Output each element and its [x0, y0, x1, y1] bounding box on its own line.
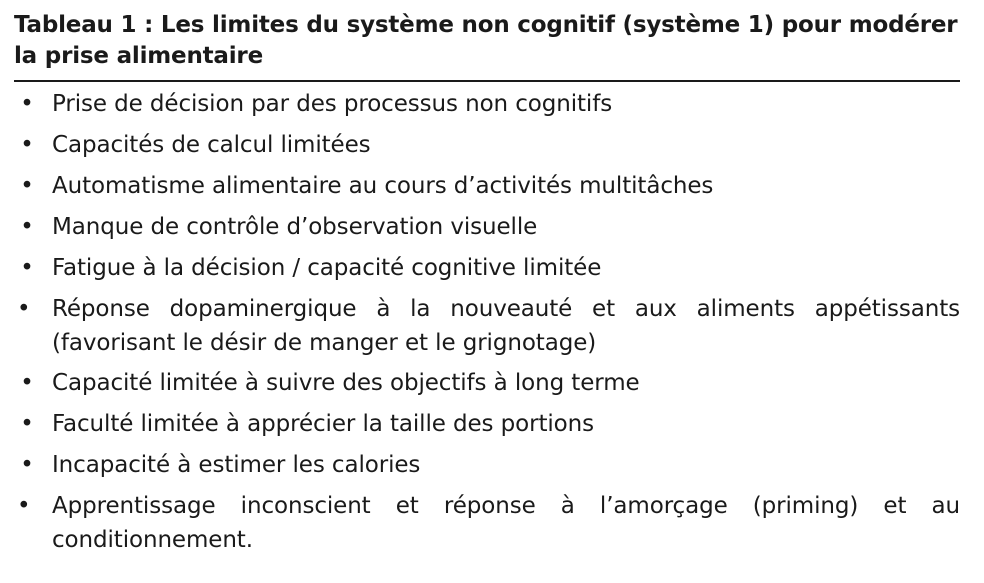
- bullet-icon: •: [20, 411, 34, 437]
- list-item-text: Fatigue à la décision / capacité cognitive limitée: [52, 255, 602, 281]
- limitations-list: [14, 87, 960, 557]
- list-item-text: Manque de contrôle d’observation visuelle: [52, 214, 538, 240]
- table-box: [14, 10, 960, 563]
- list-item: [14, 407, 960, 442]
- table-title: Tableau 1 : Les limites du système non cognitif (système 1) pour modérer la prise alimentaire: [14, 12, 958, 69]
- bullet-icon: •: [17, 296, 31, 322]
- list-item-text: Réponse dopaminergique à la nouveauté et aux aliments appétissants (favorisant le désir de manger et le grignotage): [52, 296, 960, 356]
- bullet-icon: •: [20, 214, 34, 240]
- bullet-icon: •: [20, 91, 34, 117]
- list-item: [14, 292, 960, 360]
- list-item: [14, 448, 960, 483]
- list-item-text: Faculté limitée à apprécier la taille des portions: [52, 411, 595, 437]
- bullet-icon: •: [20, 132, 34, 158]
- bullet-icon: •: [20, 255, 34, 281]
- list-item: [14, 251, 960, 286]
- list-item: [14, 169, 960, 204]
- list-item: [14, 366, 960, 401]
- list-item-text: Apprentissage inconscient et réponse à l’amorçage (priming) et au conditionnement.: [52, 493, 960, 553]
- bullet-icon: •: [20, 370, 34, 396]
- list-item: [14, 87, 960, 122]
- bullet-icon: •: [20, 173, 34, 199]
- list-item-text: Capacités de calcul limitées: [52, 132, 371, 158]
- list-item: [14, 489, 960, 557]
- bullet-icon: •: [20, 452, 34, 478]
- list-item: [14, 210, 960, 245]
- bullet-icon: •: [17, 493, 31, 519]
- title-divider: [14, 80, 960, 82]
- list-item-text: Capacité limitée à suivre des objectifs à long terme: [52, 370, 640, 396]
- list-item: [14, 128, 960, 163]
- list-item-text: Prise de décision par des processus non cognitifs: [52, 91, 613, 117]
- list-item-text: Automatisme alimentaire au cours d’activités multitâches: [52, 173, 714, 199]
- list-item-text: Incapacité à estimer les calories: [52, 452, 421, 478]
